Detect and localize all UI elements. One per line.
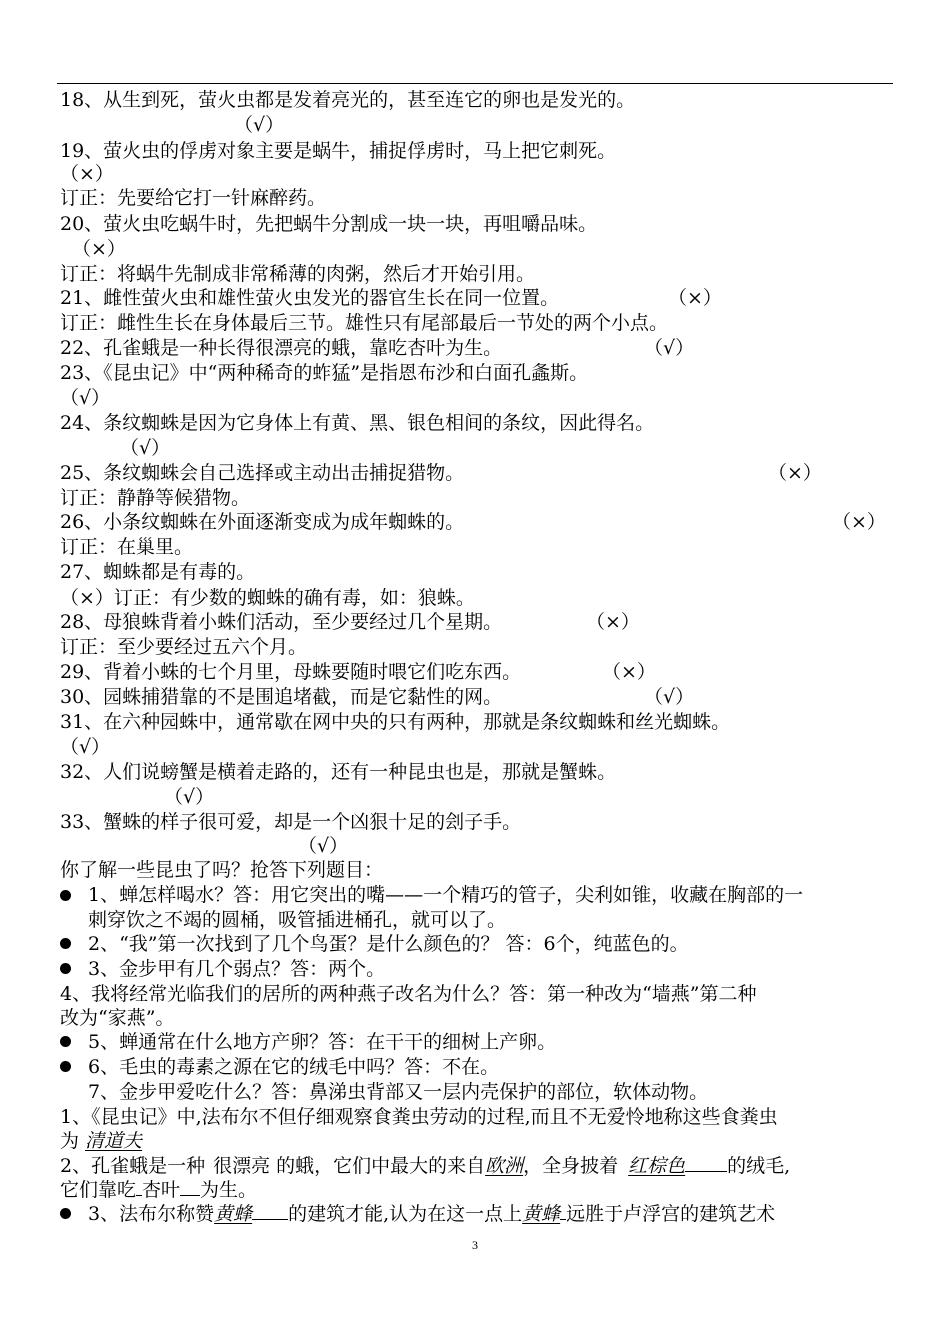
item-28: 28、母狼蛛背着小蛛们活动，至少要经过几个星期。 <box>60 611 503 633</box>
fill-2-text-a: 2、孔雀蛾是一种 <box>60 1155 206 1177</box>
item-33-mark: （√） <box>298 835 349 857</box>
fill-1-answer: 清道夫 <box>85 1130 143 1152</box>
quiz-answer-1-cont: 刺穿饮之不竭的圆桶，吸管插进桶孔，就可以了。 <box>88 909 507 931</box>
quiz-answer-6: 6、毛虫的毒素之源在它的绒毛中吗？答：不在。 <box>88 1056 500 1078</box>
quiz-answer-2: 2、“我”第一次找到了几个鸟蛋？是什么颜色的？ 答：6个，纯蓝色的。 <box>88 933 689 955</box>
item-19-correction: 订正：先要给它打一针麻醉药。 <box>60 187 327 209</box>
item-29: 29、背着小蛛的七个月里，母蛛要随时喂它们吃东西。 <box>60 661 522 683</box>
quiz-answer-3: 3、金步甲有几个弱点？答：两个。 <box>88 958 386 980</box>
fill-2-text-e: 它们靠吃 <box>60 1179 137 1201</box>
item-23-mark: （√） <box>60 387 111 409</box>
item-31-mark: （√） <box>60 736 111 758</box>
header-rule <box>57 83 893 84</box>
item-24: 24、条纹蜘蛛是因为它身体上有黄、黑、银色相间的条纹，因此得名。 <box>60 412 655 434</box>
fill-3-text-b: 的建筑才能,认为在这一点上 <box>288 1203 523 1225</box>
item-30-mark: （√） <box>644 686 695 708</box>
item-28-correction: 订正：至少要经过五六个月。 <box>60 636 308 658</box>
item-19: 19、萤火虫的俘虏对象主要是蜗牛，捕捉俘虏时，马上把它刺死。 <box>60 140 617 162</box>
bullet-icon <box>60 890 71 901</box>
item-23: 23、《昆虫记》中“两种稀奇的蚱猛”是指恩布沙和白面孔螽斯。 <box>60 362 589 384</box>
fill-2-answer-d: 杏叶 <box>142 1179 181 1201</box>
bullet-icon <box>60 938 71 949</box>
fill-3-text-c: 远胜于卢浮宫的建筑艺术 <box>566 1203 776 1225</box>
quiz-answer-7: 7、金步甲爱吃什么？答：鼻涕虫背部又一层内壳保护的部位，软体动物。 <box>88 1081 709 1103</box>
item-18: 18、从生到死，萤火虫都是发着亮光的，甚至连它的卵也是发光的。 <box>60 89 636 111</box>
bullet-icon <box>60 963 71 974</box>
item-28-mark: （×） <box>586 611 640 633</box>
item-27: 27、蜘蛛都是有毒的。 <box>60 561 256 583</box>
quiz-answer-4: 4、我将经常光临我们的居所的两种燕子改名为什么？答：第一种改为“墙燕”第二种 <box>60 983 757 1005</box>
fill-1: 1、《昆虫记》中,法布尔不但仔细观察食粪虫劳动的过程,而且不无爱怜地称这些食粪虫 <box>60 1106 778 1128</box>
quiz-answer-4-cont: 改为“家燕”。 <box>60 1007 175 1029</box>
fill-2-answer-a: 很漂亮 <box>213 1155 271 1177</box>
fill-2-text-b: 的蛾，它们中最大的来自 <box>276 1155 486 1177</box>
fill-3-text-a: 3、法布尔称赞 <box>88 1203 215 1225</box>
item-25-correction: 订正：静静等候猎物。 <box>60 487 251 509</box>
item-33: 33、蟹蛛的样子很可爱，却是一个凶狠十足的刽子手。 <box>60 811 522 833</box>
fill-2-answer-c: 红棕色 <box>628 1155 686 1177</box>
item-29-mark: （×） <box>602 661 656 683</box>
fill-1-text: 为 <box>60 1130 80 1152</box>
fill-2-text-f: 为生。 <box>200 1179 258 1201</box>
bullet-icon <box>60 1208 71 1219</box>
fill-1-cont <box>60 1129 920 1153</box>
bullet-icon <box>60 1061 71 1072</box>
item-25-mark: （×） <box>768 462 822 484</box>
fill-2-answer-b: 欧洲 <box>485 1155 524 1177</box>
quiz-answer-5: 5、蝉通常在什么地方产卵？答：在干干的细树上产卵。 <box>88 1031 557 1053</box>
item-20-correction: 订正：将蜗牛先制成非常稀薄的肉粥，然后才开始引用。 <box>60 263 536 285</box>
item-26-mark: （×） <box>832 511 886 533</box>
item-21: 21、雌性萤火虫和雄性萤火虫发光的器官生长在同一位置。 <box>60 287 560 309</box>
item-32-mark: （√） <box>164 786 215 808</box>
fill-2 <box>60 1153 920 1177</box>
fill-3 <box>88 1201 948 1225</box>
item-20-mark: （×） <box>72 238 126 260</box>
item-25: 25、条纹蜘蛛会自己选择或主动出击捕捉猎物。 <box>60 462 465 484</box>
item-21-mark: （×） <box>668 287 722 309</box>
page-number: 3 <box>472 1238 478 1252</box>
item-26: 26、小条纹蜘蛛在外面逐渐变成为成年蜘蛛的。 <box>60 511 465 533</box>
item-19-mark: （×） <box>60 163 114 185</box>
fill-2-text-c: ，全身披着 <box>523 1155 619 1177</box>
fill-3-answer-a: 黄蜂 <box>214 1203 253 1225</box>
fill-2-cont <box>60 1177 920 1201</box>
item-24-mark: （√） <box>120 437 171 459</box>
quiz-answer-1: 1、蝉怎样喝水？答：用它突出的嘴——一个精巧的管子，尖利如锥，收藏在胸部的一 <box>88 884 804 906</box>
quiz-heading: 你了解一些昆虫了吗？抢答下列题目： <box>60 859 384 881</box>
fill-3-answer-b: 黄蜂 <box>522 1203 561 1225</box>
item-32: 32、人们说螃蟹是横着走路的，还有一种昆虫也是，那就是蟹蛛。 <box>60 761 617 783</box>
item-31: 31、在六种园蛛中，通常歇在网中央的只有两种，那就是条纹蜘蛛和丝光蜘蛛。 <box>60 711 731 733</box>
item-18-mark: （√） <box>234 114 285 136</box>
item-22: 22、孔雀蛾是一种长得很漂亮的蛾，靠吃杏叶为生。 <box>60 337 503 359</box>
item-20: 20、萤火虫吃蜗牛时，先把蜗牛分割成一块一块，再咀嚼品味。 <box>60 213 598 235</box>
item-22-mark: （√） <box>644 337 695 359</box>
item-30: 30、园蛛捕猎靠的不是围追堵截，而是它黏性的网。 <box>60 686 503 708</box>
fill-blank <box>685 1153 727 1172</box>
fill-2-text-d: 的绒毛, <box>727 1155 791 1177</box>
bullet-icon <box>60 1036 71 1047</box>
item-27-correction: （×）订正：有少数的蜘蛛的确有毒，如：狼蛛。 <box>60 587 475 609</box>
item-21-correction: 订正：雌性生长在身体最后三节。雄性只有尾部最后一节处的两个小点。 <box>60 312 669 334</box>
item-26-correction: 订正：在巢里。 <box>60 536 194 558</box>
fill-blank <box>252 1201 288 1220</box>
fill-blank <box>180 1177 200 1196</box>
